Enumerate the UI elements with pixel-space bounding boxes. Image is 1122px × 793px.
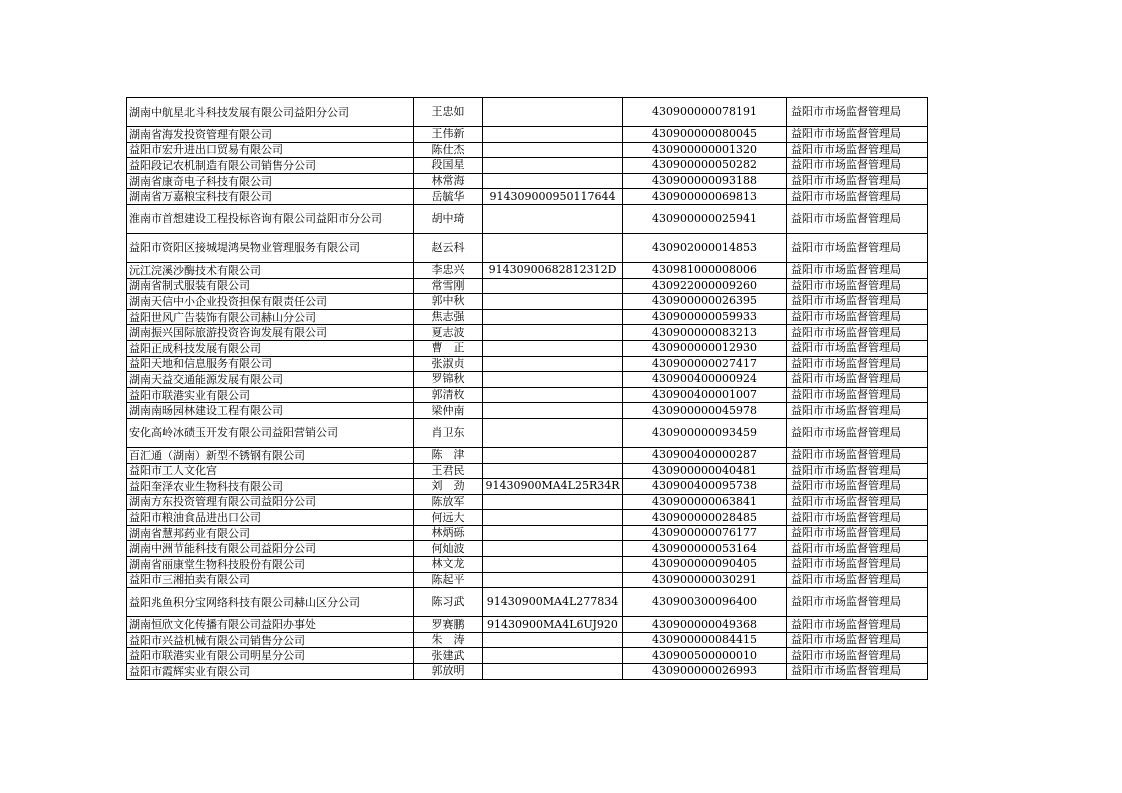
credit-code-cell bbox=[483, 418, 623, 447]
credit-code-cell bbox=[483, 340, 623, 356]
registration-number-cell: 430900000026993 bbox=[623, 664, 787, 680]
registration-authority-cell: 益阳市市场监督管理局 bbox=[787, 387, 928, 403]
registration-authority-cell: 益阳市市场监督管理局 bbox=[787, 98, 928, 127]
credit-code-cell bbox=[483, 158, 623, 174]
credit-code-cell bbox=[483, 309, 623, 325]
credit-code-cell bbox=[483, 557, 623, 573]
legal-representative-cell: 焦志强 bbox=[414, 309, 483, 325]
legal-representative-cell: 郭清枚 bbox=[414, 387, 483, 403]
company-name-cell: 益阳段记农机制造有限公司销售分公司 bbox=[127, 158, 414, 174]
registration-number-cell: 430981000008006 bbox=[623, 262, 787, 278]
registration-authority-cell: 益阳市市场监督管理局 bbox=[787, 173, 928, 189]
company-name-cell: 益阳世风广告装饰有限公司赫山分公司 bbox=[127, 309, 414, 325]
registration-authority-cell: 益阳市市场监督管理局 bbox=[787, 372, 928, 388]
company-name-cell: 湖南天信中小企业投资担保有限责任公司 bbox=[127, 294, 414, 310]
registration-authority-cell: 益阳市市场监督管理局 bbox=[787, 541, 928, 557]
table-row bbox=[127, 541, 928, 557]
registration-authority-cell: 益阳市市场监督管理局 bbox=[787, 572, 928, 588]
company-name-cell: 益阳市三湘拍卖有限公司 bbox=[127, 572, 414, 588]
table-row bbox=[127, 98, 928, 127]
credit-code-cell bbox=[483, 98, 623, 127]
credit-code-cell bbox=[483, 204, 623, 233]
registration-authority-cell: 益阳市市场监督管理局 bbox=[787, 262, 928, 278]
registration-authority-cell: 益阳市市场监督管理局 bbox=[787, 278, 928, 294]
registration-number-cell: 430900000084415 bbox=[623, 632, 787, 648]
registration-authority-cell: 益阳市市场监督管理局 bbox=[787, 189, 928, 205]
company-name-cell: 湖南省慧邦药业有限公司 bbox=[127, 525, 414, 541]
registration-authority-cell: 益阳市市场监督管理局 bbox=[787, 325, 928, 341]
registration-authority-cell: 益阳市市场监督管理局 bbox=[787, 664, 928, 680]
legal-representative-cell: 罗赛鹏 bbox=[414, 617, 483, 633]
registration-table bbox=[126, 97, 928, 680]
company-name-cell: 益阳市霞辉实业有限公司 bbox=[127, 664, 414, 680]
credit-code-cell bbox=[483, 403, 623, 419]
registration-number-cell: 430902000014853 bbox=[623, 233, 787, 262]
table-row bbox=[127, 387, 928, 403]
registration-authority-cell: 益阳市市场监督管理局 bbox=[787, 463, 928, 479]
table-row bbox=[127, 356, 928, 372]
legal-representative-cell: 张淑贞 bbox=[414, 356, 483, 372]
table-row bbox=[127, 142, 928, 158]
legal-representative-cell: 郭中秋 bbox=[414, 294, 483, 310]
table-row bbox=[127, 127, 928, 143]
registration-authority-cell: 益阳市市场监督管理局 bbox=[787, 340, 928, 356]
legal-representative-cell: 刘 劲 bbox=[414, 479, 483, 495]
credit-code-cell bbox=[483, 447, 623, 463]
registration-number-cell: 430900000069813 bbox=[623, 189, 787, 205]
registration-number-cell: 430900000059933 bbox=[623, 309, 787, 325]
registration-number-cell: 430900000090405 bbox=[623, 557, 787, 573]
company-name-cell: 益阳市联港实业有限公司 bbox=[127, 387, 414, 403]
company-name-cell: 益阳兆鱼积分宝网络科技有限公司赫山区分公司 bbox=[127, 588, 414, 617]
legal-representative-cell: 陈习武 bbox=[414, 588, 483, 617]
legal-representative-cell: 岳毓华 bbox=[414, 189, 483, 205]
credit-code-cell bbox=[483, 356, 623, 372]
registration-authority-cell: 益阳市市场监督管理局 bbox=[787, 403, 928, 419]
table-row bbox=[127, 479, 928, 495]
company-name-cell: 淮南市首想建设工程投标咨询有限公司益阳市分公司 bbox=[127, 204, 414, 233]
company-name-cell: 湖南恒欣文化传播有限公司益阳办事处 bbox=[127, 617, 414, 633]
table-row bbox=[127, 648, 928, 664]
company-name-cell: 益阳天地和信息服务有限公司 bbox=[127, 356, 414, 372]
company-name-cell: 益阳市宏升进出口贸易有限公司 bbox=[127, 142, 414, 158]
table-row bbox=[127, 233, 928, 262]
registration-number-cell: 430900400000924 bbox=[623, 372, 787, 388]
company-name-cell: 湖南省制式服装有限公司 bbox=[127, 278, 414, 294]
registration-number-cell: 430900300096400 bbox=[623, 588, 787, 617]
registration-number-cell: 430900000076177 bbox=[623, 525, 787, 541]
registration-authority-cell: 益阳市市场监督管理局 bbox=[787, 525, 928, 541]
company-name-cell: 湖南方东投资管理有限公司益阳分公司 bbox=[127, 494, 414, 510]
table-row bbox=[127, 204, 928, 233]
legal-representative-cell: 陈 津 bbox=[414, 447, 483, 463]
table-row bbox=[127, 158, 928, 174]
credit-code-cell bbox=[483, 372, 623, 388]
table-row bbox=[127, 557, 928, 573]
registration-authority-cell: 益阳市市场监督管理局 bbox=[787, 648, 928, 664]
table-row bbox=[127, 403, 928, 419]
table-row bbox=[127, 632, 928, 648]
credit-code-cell bbox=[483, 541, 623, 557]
company-name-cell: 百汇通（湖南）新型不锈钢有限公司 bbox=[127, 447, 414, 463]
company-name-cell: 湖南振兴国际旅游投资咨询发展有限公司 bbox=[127, 325, 414, 341]
table-row bbox=[127, 173, 928, 189]
registration-number-cell: 430900000001320 bbox=[623, 142, 787, 158]
legal-representative-cell: 张建武 bbox=[414, 648, 483, 664]
registration-authority-cell: 益阳市市场监督管理局 bbox=[787, 127, 928, 143]
legal-representative-cell: 夏志波 bbox=[414, 325, 483, 341]
legal-representative-cell: 梁仲南 bbox=[414, 403, 483, 419]
legal-representative-cell: 常雪刚 bbox=[414, 278, 483, 294]
registration-authority-cell: 益阳市市场监督管理局 bbox=[787, 204, 928, 233]
table-row bbox=[127, 309, 928, 325]
table-row bbox=[127, 617, 928, 633]
registration-authority-cell: 益阳市市场监督管理局 bbox=[787, 447, 928, 463]
registration-authority-cell: 益阳市市场监督管理局 bbox=[787, 588, 928, 617]
credit-code-cell bbox=[483, 387, 623, 403]
legal-representative-cell: 胡中琦 bbox=[414, 204, 483, 233]
credit-code-cell bbox=[483, 325, 623, 341]
legal-representative-cell: 朱 涛 bbox=[414, 632, 483, 648]
table-row bbox=[127, 418, 928, 447]
table-row bbox=[127, 664, 928, 680]
registration-authority-cell: 益阳市市场监督管理局 bbox=[787, 142, 928, 158]
credit-code-cell bbox=[483, 278, 623, 294]
credit-code-cell bbox=[483, 572, 623, 588]
registration-number-cell: 430900000050282 bbox=[623, 158, 787, 174]
company-name-cell: 湖南省万嘉粮宝科技有限公司 bbox=[127, 189, 414, 205]
registration-number-cell: 430900000053164 bbox=[623, 541, 787, 557]
table-row bbox=[127, 372, 928, 388]
credit-code-cell: 91430900MA4L6UJ920 bbox=[483, 617, 623, 633]
registration-authority-cell: 益阳市市场监督管理局 bbox=[787, 632, 928, 648]
company-name-cell: 湖南省海发投资管理有限公司 bbox=[127, 127, 414, 143]
legal-representative-cell: 王君民 bbox=[414, 463, 483, 479]
table-row bbox=[127, 572, 928, 588]
credit-code-cell bbox=[483, 664, 623, 680]
company-name-cell: 湖南中航星北斗科技发展有限公司益阳分公司 bbox=[127, 98, 414, 127]
registration-authority-cell: 益阳市市场监督管理局 bbox=[787, 294, 928, 310]
registration-number-cell: 430900500000010 bbox=[623, 648, 787, 664]
table-row bbox=[127, 340, 928, 356]
registration-authority-cell: 益阳市市场监督管理局 bbox=[787, 617, 928, 633]
registration-number-cell: 430900000026395 bbox=[623, 294, 787, 310]
registration-authority-cell: 益阳市市场监督管理局 bbox=[787, 510, 928, 526]
credit-code-cell: 914309000950117644 bbox=[483, 189, 623, 205]
legal-representative-cell: 郭放明 bbox=[414, 664, 483, 680]
table-body bbox=[127, 98, 928, 680]
company-name-cell: 湖南中洲节能科技有限公司益阳分公司 bbox=[127, 541, 414, 557]
registration-authority-cell: 益阳市市场监督管理局 bbox=[787, 479, 928, 495]
credit-code-cell bbox=[483, 494, 623, 510]
company-name-cell: 益阳正成科技发展有限公司 bbox=[127, 340, 414, 356]
registration-number-cell: 430900000049368 bbox=[623, 617, 787, 633]
registration-number-cell: 430900000078191 bbox=[623, 98, 787, 127]
table-row bbox=[127, 325, 928, 341]
table-row bbox=[127, 294, 928, 310]
company-name-cell: 益阳奎泽农业生物科技有限公司 bbox=[127, 479, 414, 495]
legal-representative-cell: 何灿波 bbox=[414, 541, 483, 557]
credit-code-cell bbox=[483, 127, 623, 143]
company-name-cell: 湖南省丽康堂生物科技股份有限公司 bbox=[127, 557, 414, 573]
company-name-cell: 益阳市工人文化宫 bbox=[127, 463, 414, 479]
registration-number-cell: 430900400095738 bbox=[623, 479, 787, 495]
credit-code-cell bbox=[483, 233, 623, 262]
registration-authority-cell: 益阳市市场监督管理局 bbox=[787, 418, 928, 447]
credit-code-cell bbox=[483, 294, 623, 310]
registration-authority-cell: 益阳市市场监督管理局 bbox=[787, 356, 928, 372]
legal-representative-cell: 李忠兴 bbox=[414, 262, 483, 278]
company-name-cell: 安化高岭冰碛玉开发有限公司益阳营销公司 bbox=[127, 418, 414, 447]
registration-number-cell: 430900400001007 bbox=[623, 387, 787, 403]
credit-code-cell bbox=[483, 632, 623, 648]
company-name-cell: 沅江浣溪沙酶技术有限公司 bbox=[127, 262, 414, 278]
legal-representative-cell: 肖卫东 bbox=[414, 418, 483, 447]
registration-number-cell: 430900000063841 bbox=[623, 494, 787, 510]
registration-number-cell: 430900000093459 bbox=[623, 418, 787, 447]
legal-representative-cell: 王伟新 bbox=[414, 127, 483, 143]
credit-code-cell bbox=[483, 173, 623, 189]
table-row bbox=[127, 525, 928, 541]
company-name-cell: 益阳市联港实业有限公司明星分公司 bbox=[127, 648, 414, 664]
registration-authority-cell: 益阳市市场监督管理局 bbox=[787, 557, 928, 573]
legal-representative-cell: 赵云科 bbox=[414, 233, 483, 262]
legal-representative-cell: 王忠如 bbox=[414, 98, 483, 127]
registration-number-cell: 430900000080045 bbox=[623, 127, 787, 143]
company-name-cell: 益阳市粮油食品进出口公司 bbox=[127, 510, 414, 526]
registration-authority-cell: 益阳市市场监督管理局 bbox=[787, 158, 928, 174]
registration-authority-cell: 益阳市市场监督管理局 bbox=[787, 309, 928, 325]
table-row bbox=[127, 588, 928, 617]
registration-number-cell: 430900000040481 bbox=[623, 463, 787, 479]
registration-number-cell: 430922000009260 bbox=[623, 278, 787, 294]
registration-number-cell: 430900000030291 bbox=[623, 572, 787, 588]
table-row bbox=[127, 189, 928, 205]
registration-number-cell: 430900000045978 bbox=[623, 403, 787, 419]
legal-representative-cell: 陈起平 bbox=[414, 572, 483, 588]
credit-code-cell bbox=[483, 463, 623, 479]
company-name-cell: 湖南天益交通能源发展有限公司 bbox=[127, 372, 414, 388]
legal-representative-cell: 林炳砾 bbox=[414, 525, 483, 541]
credit-code-cell bbox=[483, 648, 623, 664]
registration-authority-cell: 益阳市市场监督管理局 bbox=[787, 494, 928, 510]
registration-number-cell: 430900000025941 bbox=[623, 204, 787, 233]
company-name-cell: 湖南南旸园林建设工程有限公司 bbox=[127, 403, 414, 419]
registration-number-cell: 430900000083213 bbox=[623, 325, 787, 341]
legal-representative-cell: 林常海 bbox=[414, 173, 483, 189]
credit-code-cell bbox=[483, 525, 623, 541]
registration-number-cell: 430900000093188 bbox=[623, 173, 787, 189]
credit-code-cell bbox=[483, 510, 623, 526]
company-name-cell: 湖南省康奇电子科技有限公司 bbox=[127, 173, 414, 189]
table-row bbox=[127, 463, 928, 479]
registration-number-cell: 430900000012930 bbox=[623, 340, 787, 356]
legal-representative-cell: 何远大 bbox=[414, 510, 483, 526]
company-name-cell: 益阳市资阳区接城堤鸿昊物业管理服务有限公司 bbox=[127, 233, 414, 262]
legal-representative-cell: 罗锦秋 bbox=[414, 372, 483, 388]
table-row bbox=[127, 494, 928, 510]
registration-number-cell: 430900000028485 bbox=[623, 510, 787, 526]
legal-representative-cell: 段国星 bbox=[414, 158, 483, 174]
credit-code-cell: 91430900682812312D bbox=[483, 262, 623, 278]
table-row bbox=[127, 510, 928, 526]
legal-representative-cell: 曹 正 bbox=[414, 340, 483, 356]
company-name-cell: 益阳市兴益机械有限公司销售分公司 bbox=[127, 632, 414, 648]
table-row bbox=[127, 447, 928, 463]
legal-representative-cell: 陈放军 bbox=[414, 494, 483, 510]
registration-authority-cell: 益阳市市场监督管理局 bbox=[787, 233, 928, 262]
credit-code-cell: 91430900MA4L25R34R bbox=[483, 479, 623, 495]
table-row bbox=[127, 278, 928, 294]
legal-representative-cell: 陈仕杰 bbox=[414, 142, 483, 158]
legal-representative-cell: 林文龙 bbox=[414, 557, 483, 573]
table-row bbox=[127, 262, 928, 278]
registration-number-cell: 430900400000287 bbox=[623, 447, 787, 463]
credit-code-cell: 91430900MA4L277834 bbox=[483, 588, 623, 617]
credit-code-cell bbox=[483, 142, 623, 158]
registration-number-cell: 430900000027417 bbox=[623, 356, 787, 372]
